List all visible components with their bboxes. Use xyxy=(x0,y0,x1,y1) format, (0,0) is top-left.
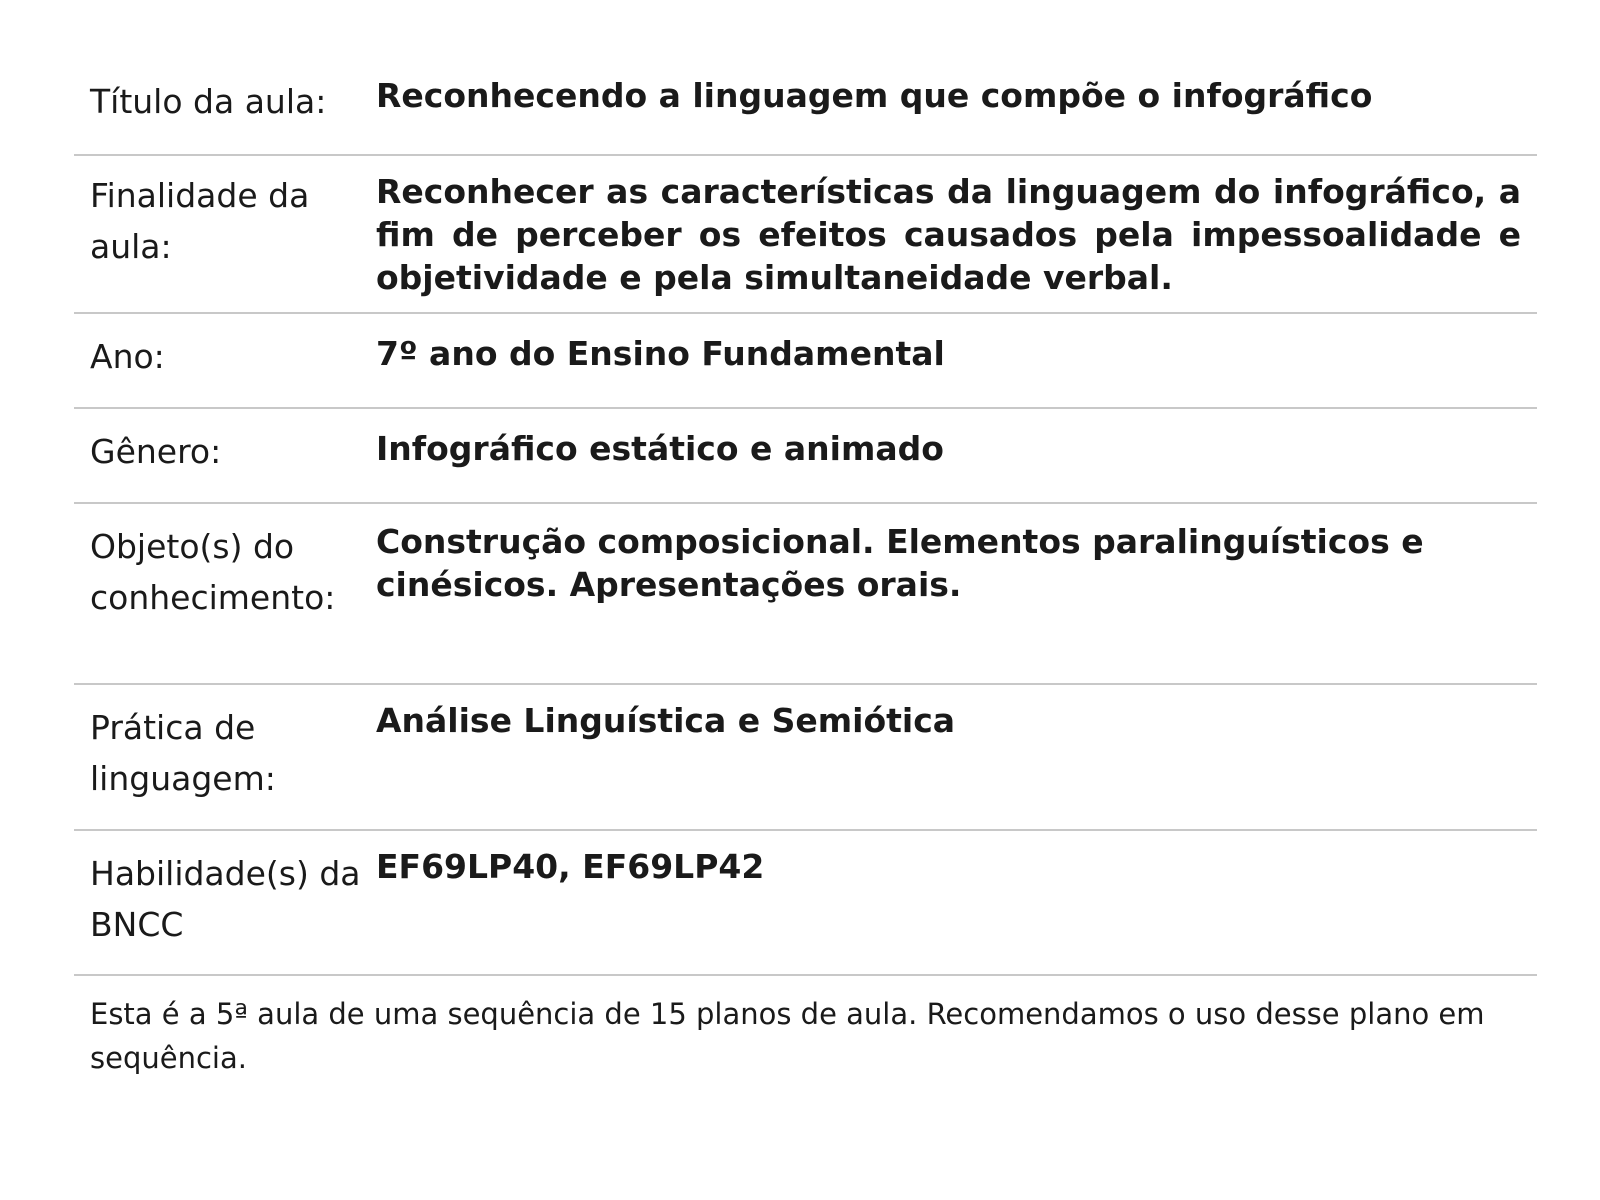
row-label: Habilidade(s) da BNCC xyxy=(90,854,361,944)
row-value: Reconhecer as características da linguagem do infográfico, a fim de perceber os efeitos causados pela impessoalidade e objetividade e pela simultaneidade verbal. xyxy=(376,172,1521,297)
table-row-ano xyxy=(74,314,1537,409)
row-label: Gênero: xyxy=(90,432,222,471)
table-row-habilidades xyxy=(74,831,1537,976)
row-label: Prática de linguagem: xyxy=(90,708,276,798)
row-value: Infográfico estático e animado xyxy=(376,429,944,468)
row-value: Análise Linguística e Semiótica xyxy=(376,701,956,740)
row-label: Título da aula: xyxy=(90,82,327,121)
row-value: 7º ano do Ensino Fundamental xyxy=(376,334,945,373)
table-row-titulo xyxy=(74,62,1537,156)
row-label: Objeto(s) do conhecimento: xyxy=(90,527,336,617)
row-value: Construção composicional. Elementos paralinguísticos e cinésicos. Apresentações orais. xyxy=(376,522,1424,604)
row-value: Reconhecendo a linguagem que compõe o infográfico xyxy=(376,76,1373,115)
table-row-pratica xyxy=(74,685,1537,831)
row-value: EF69LP40, EF69LP42 xyxy=(376,847,765,886)
table-row-genero xyxy=(74,409,1537,504)
table-row-finalidade xyxy=(74,156,1537,314)
table-row-objeto xyxy=(74,504,1537,685)
lesson-plan-table xyxy=(74,62,1537,1080)
row-label: Ano: xyxy=(90,337,165,376)
row-label: Finalidade da aula: xyxy=(90,176,310,266)
sequence-note: Esta é a 5ª aula de uma sequência de 15 planos de aula. Recomendamos o uso desse plano em sequência. xyxy=(90,997,1485,1075)
